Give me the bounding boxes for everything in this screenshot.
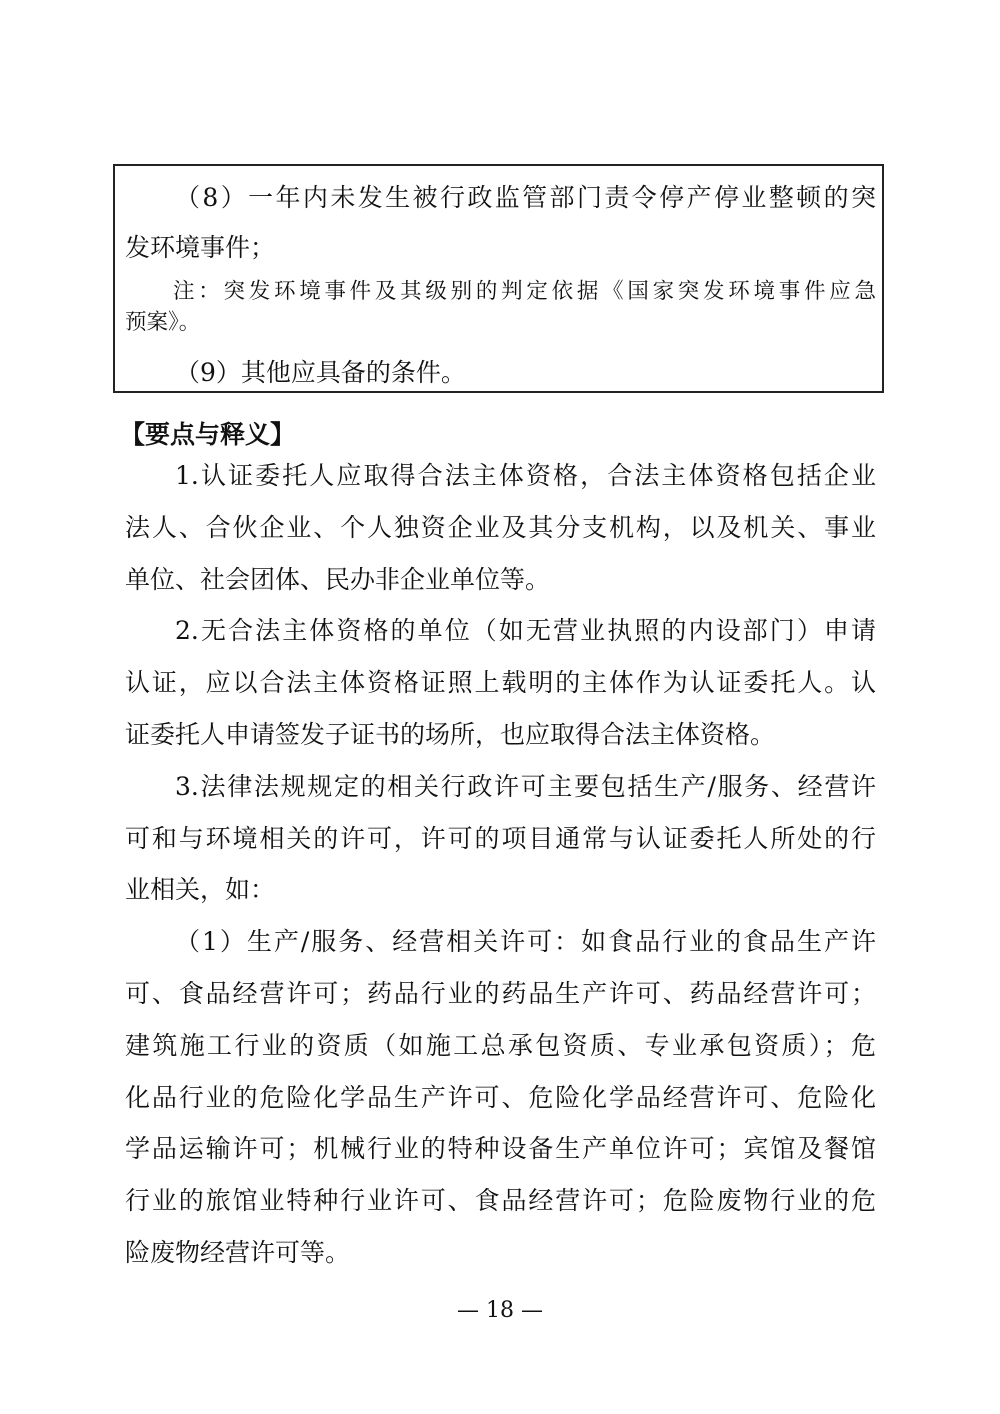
paragraph-line: 可和与环境相关的许可，许可的项目通常与认证委托人所处的行 (125, 823, 876, 853)
paragraph-line: 建筑施工行业的资质（如施工总承包资质、专业承包资质）；危 (125, 1030, 876, 1060)
paragraph-line: 险废物经营许可等。 (125, 1238, 351, 1267)
paragraph-line: （1）生产/服务、经营相关许可：如食品行业的食品生产许 (175, 927, 876, 957)
note-line: 注：突发环境事件及其级别的判定依据《国家突发环境事件应急 (173, 279, 876, 304)
paragraph-line: 可、食品经营许可；药品行业的药品生产许可、药品经营许可； (125, 979, 876, 1008)
box-line: （8）一年内未发生被行政监管部门责令停产停业整顿的突 (175, 183, 876, 212)
paragraph-line: 学品运输许可；机械行业的特种设备生产单位许可；宾馆及餐馆 (125, 1134, 876, 1164)
paragraph-line: 证委托人申请签发子证书的场所，也应取得合法主体资格。 (125, 720, 776, 749)
paragraph-line: 认证，应以合法主体资格证照上载明的主体作为认证委托人。认 (125, 668, 876, 698)
paragraph-line: 1.认证委托人应取得合法主体资格，合法主体资格包括企业 (175, 461, 876, 490)
box-line: （9）其他应具备的条件。 (175, 358, 466, 387)
section-heading: 【要点与释义】 (120, 420, 296, 449)
paragraph-line: 法人、合伙企业、个人独资企业及其分支机构，以及机关、事业 (125, 512, 876, 542)
paragraph-line: 化品行业的危险化学品生产许可、危险化学品经营许可、危险化 (125, 1082, 876, 1112)
note-line: 预案》。 (125, 310, 201, 335)
page-number: — 18 — (457, 1298, 543, 1323)
paragraph-line: 行业的旅馆业特种行业许可、食品经营许可；危险废物行业的危 (125, 1186, 876, 1216)
paragraph-line: 单位、社会团体、民办非企业单位等。 (125, 564, 551, 594)
paragraph-line: 业相关，如： (125, 875, 276, 905)
box-line: 发环境事件； (125, 233, 276, 262)
paragraph-line: 3.法律法规规定的相关行政许可主要包括生产/服务、经营许 (175, 771, 876, 801)
paragraph-line: 2.无合法主体资格的单位（如无营业执照的内设部门）申请 (175, 616, 876, 646)
